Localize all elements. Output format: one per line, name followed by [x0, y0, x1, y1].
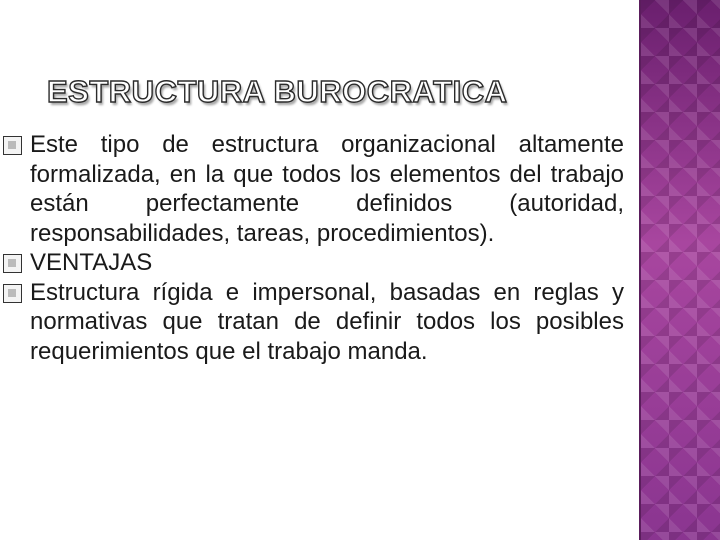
bullet-item-ventajas [30, 248, 624, 278]
bullet-text: Este tipo de estructura organizacional altamente formalizada, en la que todos los elementos del trabajo están perfectamente definidos (autoridad, responsabilidades, tareas, procedimientos). [30, 131, 624, 247]
bullet-item-estructura [30, 278, 624, 367]
bullet-list [30, 130, 624, 366]
square-bullet-icon [3, 284, 22, 303]
square-bullet-icon [3, 136, 22, 155]
bullet-text: Estructura rígida e impersonal, basadas en reglas y normativas que tratan de definir todos los posibles requerimientos que el trabajo manda. [30, 278, 624, 365]
square-bullet-icon [3, 254, 22, 273]
bullet-text: VENTAJAS [30, 249, 153, 276]
slide-title: ESTRUCTURA BUROCRATICA [47, 74, 508, 109]
decorative-side-panel [641, 0, 720, 540]
bullet-item-description [30, 130, 624, 248]
